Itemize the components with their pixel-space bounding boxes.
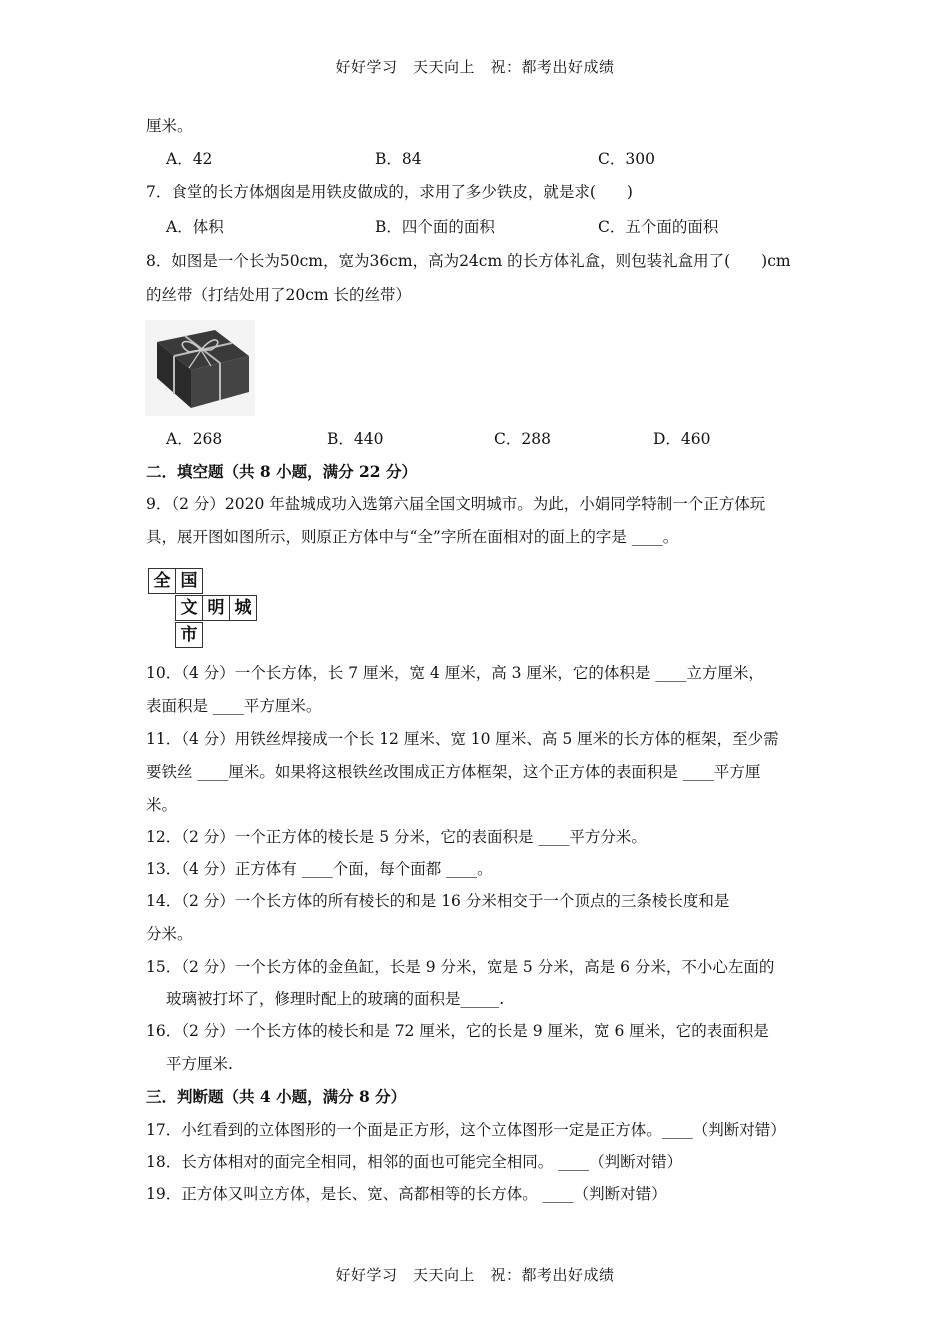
q14-text-line1: 14．（2 分）一个长方体的所有棱长的和是 16 分米相交于一个顶点的三条棱长度和是	[146, 892, 730, 910]
page-header: 好好学习 天天向上 祝：都考出好成绩	[335, 58, 615, 76]
q6-tail: 厘米。	[146, 117, 193, 135]
q8-option-b: B．440	[327, 430, 384, 448]
q7-option-b: B．四个面的面积	[375, 218, 495, 236]
q6-option-b: B．84	[375, 150, 422, 168]
section-2-heading: 二．填空题（共 8 小题，满分 22 分）	[146, 462, 417, 481]
q16-text-line2: 平方厘米.	[166, 1055, 233, 1073]
q19-text: 19．正方体又叫立方体，是长、宽、高都相等的长方体。 ____（判断对错）	[146, 1185, 667, 1203]
q10-text-line2: 表面积是 ____平方厘米。	[146, 697, 322, 715]
q18-text: 18．长方体相对的面完全相同，相邻的面也可能完全相同。 ____（判断对错）	[146, 1153, 683, 1171]
q10-text-line1: 10．（4 分）一个长方体，长 7 厘米，宽 4 厘米，高 3 厘米，它的体积是 ____立方厘米，	[146, 664, 764, 682]
q8-option-d: D．460	[653, 430, 711, 448]
net-cell-guo: 国	[175, 568, 203, 594]
section-3-heading: 三．判断题（共 4 小题，满分 8 分）	[146, 1087, 407, 1106]
q8-option-c: C．288	[494, 430, 551, 448]
net-cell-shi: 市	[175, 622, 203, 648]
q9-text-line1: 9．（2 分）2020 年盐城成功入选第六届全国文明城市。为此，小娟同学特制一个正方体玩	[146, 495, 766, 513]
q6-option-c: C．300	[598, 150, 655, 168]
q9-text-line2: 具，展开图如图所示，则原正方体中与“全”字所在面相对的面上的字是 ____。	[146, 528, 679, 546]
q15-text-line1: 15．（2 分）一个长方体的金鱼缸，长是 9 分米，宽是 5 分米，高是 6 分米，不小心左面的	[146, 958, 775, 976]
q7-option-a: A．体积	[166, 218, 224, 236]
q14-text-line2: 分米。	[146, 925, 193, 943]
q15-text-line2: 玻璃被打坏了，修理时配上的玻璃的面积是_____.	[166, 990, 505, 1008]
q11-text-line1: 11．（4 分）用铁丝焊接成一个长 12 厘米、宽 10 厘米、高 5 厘米的长方体的框架，至少需	[146, 730, 779, 748]
q13-text: 13．（4 分）正方体有 ____个面，每个面都 ____。	[146, 860, 493, 878]
q16-text-line1: 16．（2 分）一个长方体的棱长和是 72 厘米，它的长是 9 厘米，宽 6 厘米，它的表面积是	[146, 1022, 769, 1040]
net-cell-cheng: 城	[229, 595, 257, 621]
net-cell-ming: 明	[202, 595, 230, 621]
q11-text-line2: 要铁丝 ____厘米。如果将这根铁丝改围成正方体框架，这个正方体的表面积是 ____平方厘	[146, 763, 761, 781]
cube-net-diagram	[146, 566, 258, 648]
q7-text: 7．食堂的长方体烟囱是用铁皮做成的，求用了多少铁皮，就是求( )	[146, 183, 633, 201]
gift-box-image	[145, 320, 255, 416]
q11-text-line3: 米。	[146, 796, 178, 814]
q12-text: 12．（2 分）一个正方体的棱长是 5 分米，它的表面积是 ____平方分米。	[146, 828, 647, 846]
q6-option-a: A．42	[166, 150, 213, 168]
net-cell-quan: 全	[148, 568, 176, 594]
q8-text-line2: 的丝带（打结处用了20cm 长的丝带）	[146, 286, 412, 304]
net-cell-wen: 文	[175, 595, 203, 621]
page-footer: 好好学习 天天向上 祝：都考出好成绩	[335, 1266, 615, 1284]
q8-option-a: A．268	[166, 430, 223, 448]
q8-text-line1: 8．如图是一个长为50cm，宽为36cm，高为24cm 的长方体礼盒，则包装礼盒用了( )cm	[146, 252, 791, 270]
q17-text: 17．小红看到的立体图形的一个面是正方形，这个立体图形一定是正方体。____（判断对错）	[146, 1121, 786, 1139]
q7-option-c: C．五个面的面积	[598, 218, 719, 236]
